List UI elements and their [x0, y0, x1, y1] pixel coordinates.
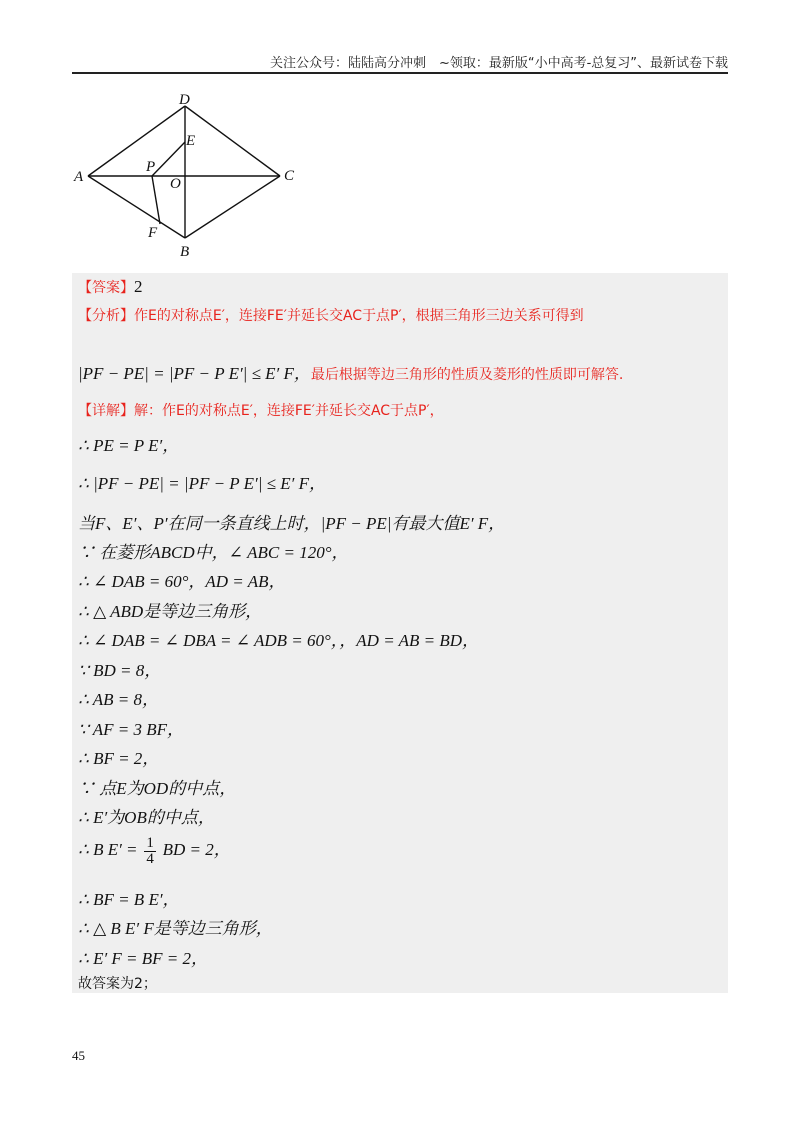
step-line: ∴ |PF − PE| = |PF − P E′| ≤ E′ F， — [78, 474, 326, 493]
header-rule — [72, 72, 728, 74]
step-line: ∴ ∠ DAB = ∠ DBA = ∠ ADB = 60°，，AD = AB = BD， — [78, 631, 480, 650]
detail-intro: 解：作E的对称点E′，连接FE′并延长交AC于点P′， — [134, 403, 444, 419]
label-d: D — [179, 92, 190, 108]
label-a: A — [74, 169, 84, 185]
page-header: 关注公众号：陆陆高分冲刺 ~领取：最新版“小中高考-总复习”、最新试卷下载 — [269, 56, 728, 71]
step-line: ∵ BD = 8， — [78, 661, 162, 680]
analysis-line-2 — [78, 359, 623, 384]
step-line: ∵ 点E为OD的中点， — [78, 779, 237, 798]
step-line: ∴ BF = 2， — [78, 749, 160, 768]
analysis-tag: 【分析】 — [78, 308, 134, 324]
solution-block — [72, 273, 728, 993]
detail-line — [78, 400, 444, 420]
step-line: ∴ △ B E′ F是等边三角形， — [78, 919, 273, 938]
answer-line — [78, 277, 143, 297]
step-line: ∵ 在菱形ABCD中，∠ ABC = 120°， — [78, 543, 349, 562]
fraction-suffix: BD = 2， — [162, 840, 231, 859]
label-b: B — [180, 244, 190, 260]
edge-dc — [185, 106, 280, 176]
step-line: ∴ △ ABD是等边三角形， — [78, 602, 263, 621]
edge-cb — [185, 176, 280, 238]
label-o: O — [170, 176, 181, 192]
step-line: ∴ E′ F = BF = 2， — [78, 949, 209, 968]
rhombus-figure — [70, 90, 310, 260]
analysis-text-1: 作E的对称点E′，连接FE′并延长交AC于点P′，根据三角形三边关系可得到 — [134, 308, 584, 324]
step-line: ∴ E′为OB的中点， — [78, 808, 215, 827]
answer-value: 2 — [134, 277, 143, 296]
segment-pe — [152, 142, 185, 176]
label-e: E — [186, 133, 196, 149]
fraction-prefix: ∴ B E′ = — [78, 840, 138, 859]
fraction-step — [78, 835, 231, 867]
analysis-inequality: |PF − PE| = |PF − P E′| ≤ E′ F， — [78, 364, 311, 383]
fraction-denominator: 4 — [146, 850, 154, 867]
analysis-text-2: 最后根据等边三角形的性质及菱形的性质即可解答. — [310, 367, 624, 383]
step-line: ∴ AB = 8， — [78, 690, 159, 709]
edge-ad — [88, 106, 185, 176]
label-c: C — [284, 168, 295, 184]
answer-tag: 【答案】 — [78, 280, 134, 296]
fraction-numerator: 1 — [146, 834, 154, 851]
page-number: 45 — [72, 1048, 85, 1063]
analysis-line-1 — [78, 305, 584, 325]
step-line: 当F、E′、P′在同一条直线上时，|PF − PE|有最大值E′ F， — [78, 514, 506, 533]
detail-tag: 【详解】 — [78, 403, 134, 419]
label-p: P — [146, 159, 156, 175]
step-line: ∴ ∠ DAB = 60°，AD = AB， — [78, 572, 286, 591]
label-f: F — [148, 225, 158, 241]
step-line: ∴ BF = B E′， — [78, 890, 180, 909]
step-line: ∴ PE = P E′， — [78, 436, 180, 455]
fraction — [144, 836, 156, 867]
conclusion-line: 故答案为2； — [78, 976, 157, 992]
segment-pf — [152, 176, 160, 224]
step-line: ∵ AF = 3 BF， — [78, 720, 185, 739]
